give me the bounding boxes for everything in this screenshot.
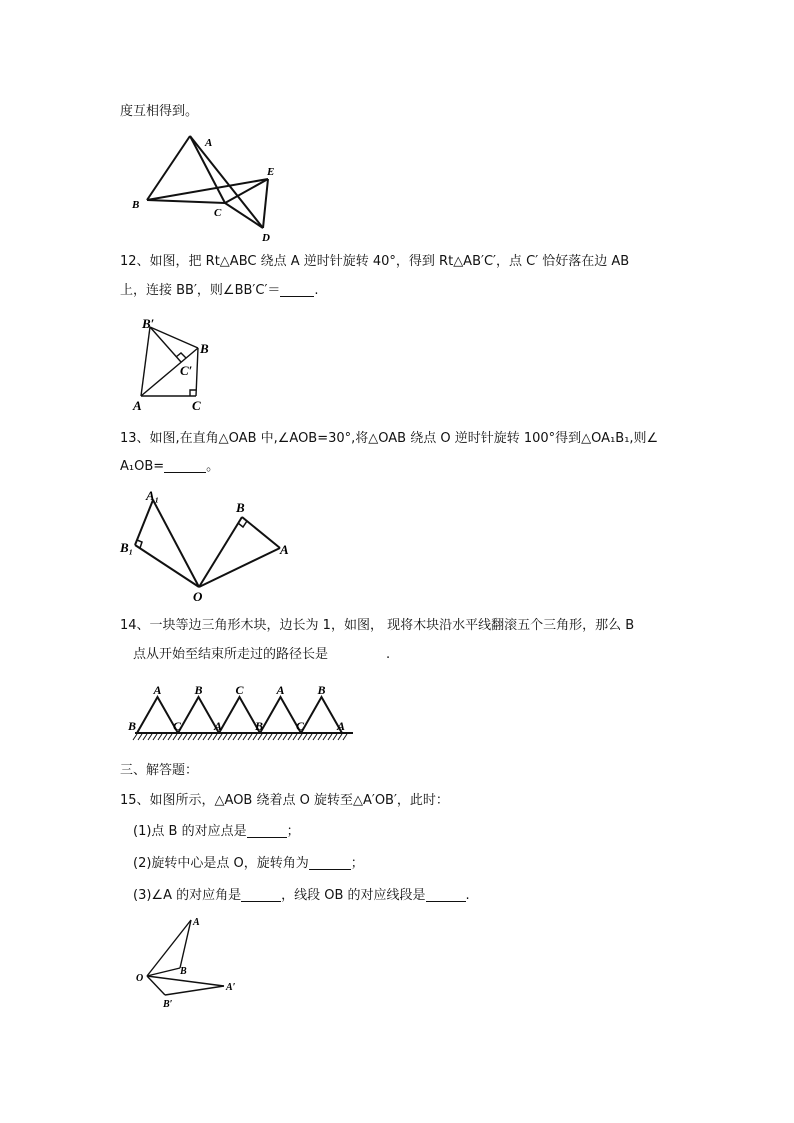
fig14-hatch-mark (178, 734, 182, 740)
answer-blank-13[interactable] (164, 458, 206, 473)
section-title-3: 三、解答题： (120, 763, 199, 778)
fig14-hatch-mark (143, 734, 147, 740)
fig14-hatch-mark (153, 734, 157, 740)
fig14-hatch-mark (238, 734, 242, 740)
fig14-hatch-mark (243, 734, 247, 740)
fig12-seg-BC (196, 348, 198, 396)
problem-11-tail: 度互相得到。 (120, 104, 199, 119)
fig15-label-B1: B′ (163, 999, 173, 1010)
fig12-label-C: C (192, 398, 201, 413)
problem-15-q2 (133, 855, 364, 873)
fig14-hatch-mark (223, 734, 227, 740)
problem-15-q3-text-b: ，线段 OB 的对应线段是 (281, 888, 426, 903)
fig14-top-label-2: B (194, 683, 203, 697)
fig14-hatch-mark (313, 734, 317, 740)
fig14-hatch-mark (278, 734, 282, 740)
fig11-seg-BA (147, 136, 190, 200)
fig14-hatch-mark (258, 734, 262, 740)
fig11-seg-CD (225, 203, 263, 228)
fig14-top-label-1: A (153, 683, 162, 697)
fig14-top-label-5: B (317, 683, 326, 697)
fig14-hatch-mark (208, 734, 212, 740)
problem-13-line-2 (120, 458, 219, 476)
fig15-label-B: B (180, 966, 187, 977)
fig14-hatch-mark (148, 734, 152, 740)
fig13-label-B1: B₁ (120, 540, 134, 555)
answer-blank-15-1[interactable] (247, 823, 287, 838)
fig14-hatch-mark (228, 734, 232, 740)
problem-14-end: . (386, 647, 391, 662)
fig14-hatch-mark (343, 734, 347, 740)
fig14-hatch-mark (273, 734, 277, 740)
problem-14-line-1: 14、一块等边三角形木块，边长为 1，如图， 现将木块沿水平线翻滚五个三角形，那么 B (120, 618, 635, 633)
fig15-label-A1: A′ (226, 982, 236, 993)
answer-blank-15-3b[interactable] (426, 887, 466, 902)
problem-15-q1 (133, 823, 300, 841)
fig14-hatch-mark (168, 734, 172, 740)
fig14-hatch-mark (163, 734, 167, 740)
fig14-hatch-mark (248, 734, 252, 740)
problem-15-q3-end: . (465, 888, 470, 903)
fig14-hatch-mark (328, 734, 332, 740)
fig14-hatch-mark (253, 734, 257, 740)
fig14-bottom-label-4: B (255, 719, 264, 733)
fig14-hatch-mark (333, 734, 337, 740)
fig13-seg-B1O (135, 545, 199, 587)
figure-12 (128, 312, 218, 414)
problem-14-text: 点从开始至结束所走过的路径长是 (133, 647, 329, 662)
fig14-hatch-mark (133, 734, 137, 740)
problem-15-q1-end: ； (286, 824, 300, 839)
fig11-label-D: D (262, 232, 270, 244)
fig14-hatch-mark (213, 734, 217, 740)
fig14-hatch-mark (218, 734, 222, 740)
problem-13-line-1: 13、如图,在直角△OAB 中,∠AOB=30°,将△OAB 绕点 O 逆时针旋转 100°得到△OA₁B₁,则∠ (120, 431, 659, 446)
fig13-label-B: B (236, 500, 245, 515)
fig14-triangle-2 (178, 697, 219, 733)
problem-12-text: 上，连接 BB′，则∠BB′C′＝ (120, 283, 281, 298)
fig11-label-E: E (267, 166, 275, 178)
fig11-seg-BC (147, 200, 225, 203)
fig11-seg-ED (263, 179, 268, 228)
problem-13-text: A₁OB= (120, 459, 165, 474)
fig13-seg-OA1 (153, 500, 199, 587)
problem-12-end: . (314, 283, 319, 298)
problem-12-line-2 (120, 282, 319, 300)
fig14-top-label-3: C (235, 683, 244, 697)
fig14-hatch-mark (338, 734, 342, 740)
fig14-top-label-4: A (276, 683, 285, 697)
fig14-hatch-mark (193, 734, 197, 740)
fig14-hatch-mark (308, 734, 312, 740)
fig14-hatch-mark (173, 734, 177, 740)
fig14-hatch-mark (188, 734, 192, 740)
fig14-bottom-label-2: C (173, 719, 182, 733)
fig14-hatch-mark (158, 734, 162, 740)
fig14-bottom-label-6: A (337, 719, 346, 733)
figure-15 (128, 910, 243, 1010)
fig15-label-O: O (136, 973, 144, 984)
problem-15-q2-text: (2)旋转中心是点 O，旋转角为 (133, 856, 309, 871)
fig12-label-B: B (200, 341, 209, 356)
fig11-label-B: B (132, 199, 140, 211)
fig13-label-A: A (280, 542, 289, 557)
figure-11 (125, 128, 295, 246)
problem-12-line-1: 12、如图，把 Rt△ABC 绕点 A 逆时针旋转 40°，得到 Rt△AB′C′，点 C′ 恰好落在边 AB (120, 254, 630, 269)
fig14-hatch-mark (323, 734, 327, 740)
problem-15-q2-end: ； (350, 856, 364, 871)
fig12-seg-AB1 (141, 327, 150, 396)
fig14-hatch-mark (318, 734, 322, 740)
fig11-label-A: A (205, 137, 213, 149)
fig14-hatch-mark (293, 734, 297, 740)
fig14-triangle-5 (301, 697, 342, 733)
fig15-seg-OB1 (147, 976, 165, 995)
answer-blank-12[interactable] (280, 282, 314, 297)
fig14-hatch-mark (288, 734, 292, 740)
fig14-hatch-mark (283, 734, 287, 740)
fig13-seg-A1B1 (135, 500, 153, 545)
fig12-label-A: A (133, 398, 142, 413)
fig14-hatch-mark (303, 734, 307, 740)
fig12-seg-B1B (150, 327, 198, 348)
fig12-right-angle-C (190, 390, 196, 396)
fig14-hatch-mark (138, 734, 142, 740)
fig14-triangle-3 (219, 697, 260, 733)
fig14-bottom-label-3: A (214, 719, 223, 733)
figure-14 (125, 680, 357, 744)
fig15-seg-OA1 (147, 976, 224, 986)
problem-15-q1-text: (1)点 B 的对应点是 (133, 824, 247, 839)
figure-13 (118, 486, 298, 604)
fig14-hatch-mark (298, 734, 302, 740)
fig14-hatch-mark (203, 734, 207, 740)
fig14-hatch-mark (268, 734, 272, 740)
problem-15-q3 (133, 887, 470, 905)
answer-blank-15-3a[interactable] (241, 887, 281, 902)
problem-14-line-2 (133, 646, 390, 664)
fig15-label-A: A (193, 917, 200, 928)
problem-15-q3-text-a: (3)∠A 的对应角是 (133, 888, 242, 903)
fig14-hatch-mark (183, 734, 187, 740)
fig14-triangle-4 (260, 697, 301, 733)
fig15-seg-A1B1 (165, 986, 224, 995)
fig12-label-C1: C′ (180, 363, 193, 378)
problem-13-end: 。 (206, 459, 220, 474)
fig14-triangle-1 (137, 697, 178, 733)
fig14-bottom-label-1: B (128, 719, 137, 733)
fig14-hatch-mark (263, 734, 267, 740)
fig13-label-A1: A₁ (146, 488, 160, 503)
answer-blank-15-2[interactable] (309, 855, 351, 870)
fig13-seg-BA (242, 517, 280, 548)
fig14-bottom-label-5: C (296, 719, 305, 733)
fig14-hatch-mark (233, 734, 237, 740)
fig12-label-B1: B′ (142, 316, 155, 331)
fig13-label-O: O (193, 589, 203, 604)
fig14-hatch-mark (198, 734, 202, 740)
problem-15-line-1: 15、如图所示，△AOB 绕着点 O 旋转至△A′OB′，此时： (120, 793, 449, 808)
fig11-label-C: C (214, 207, 222, 219)
